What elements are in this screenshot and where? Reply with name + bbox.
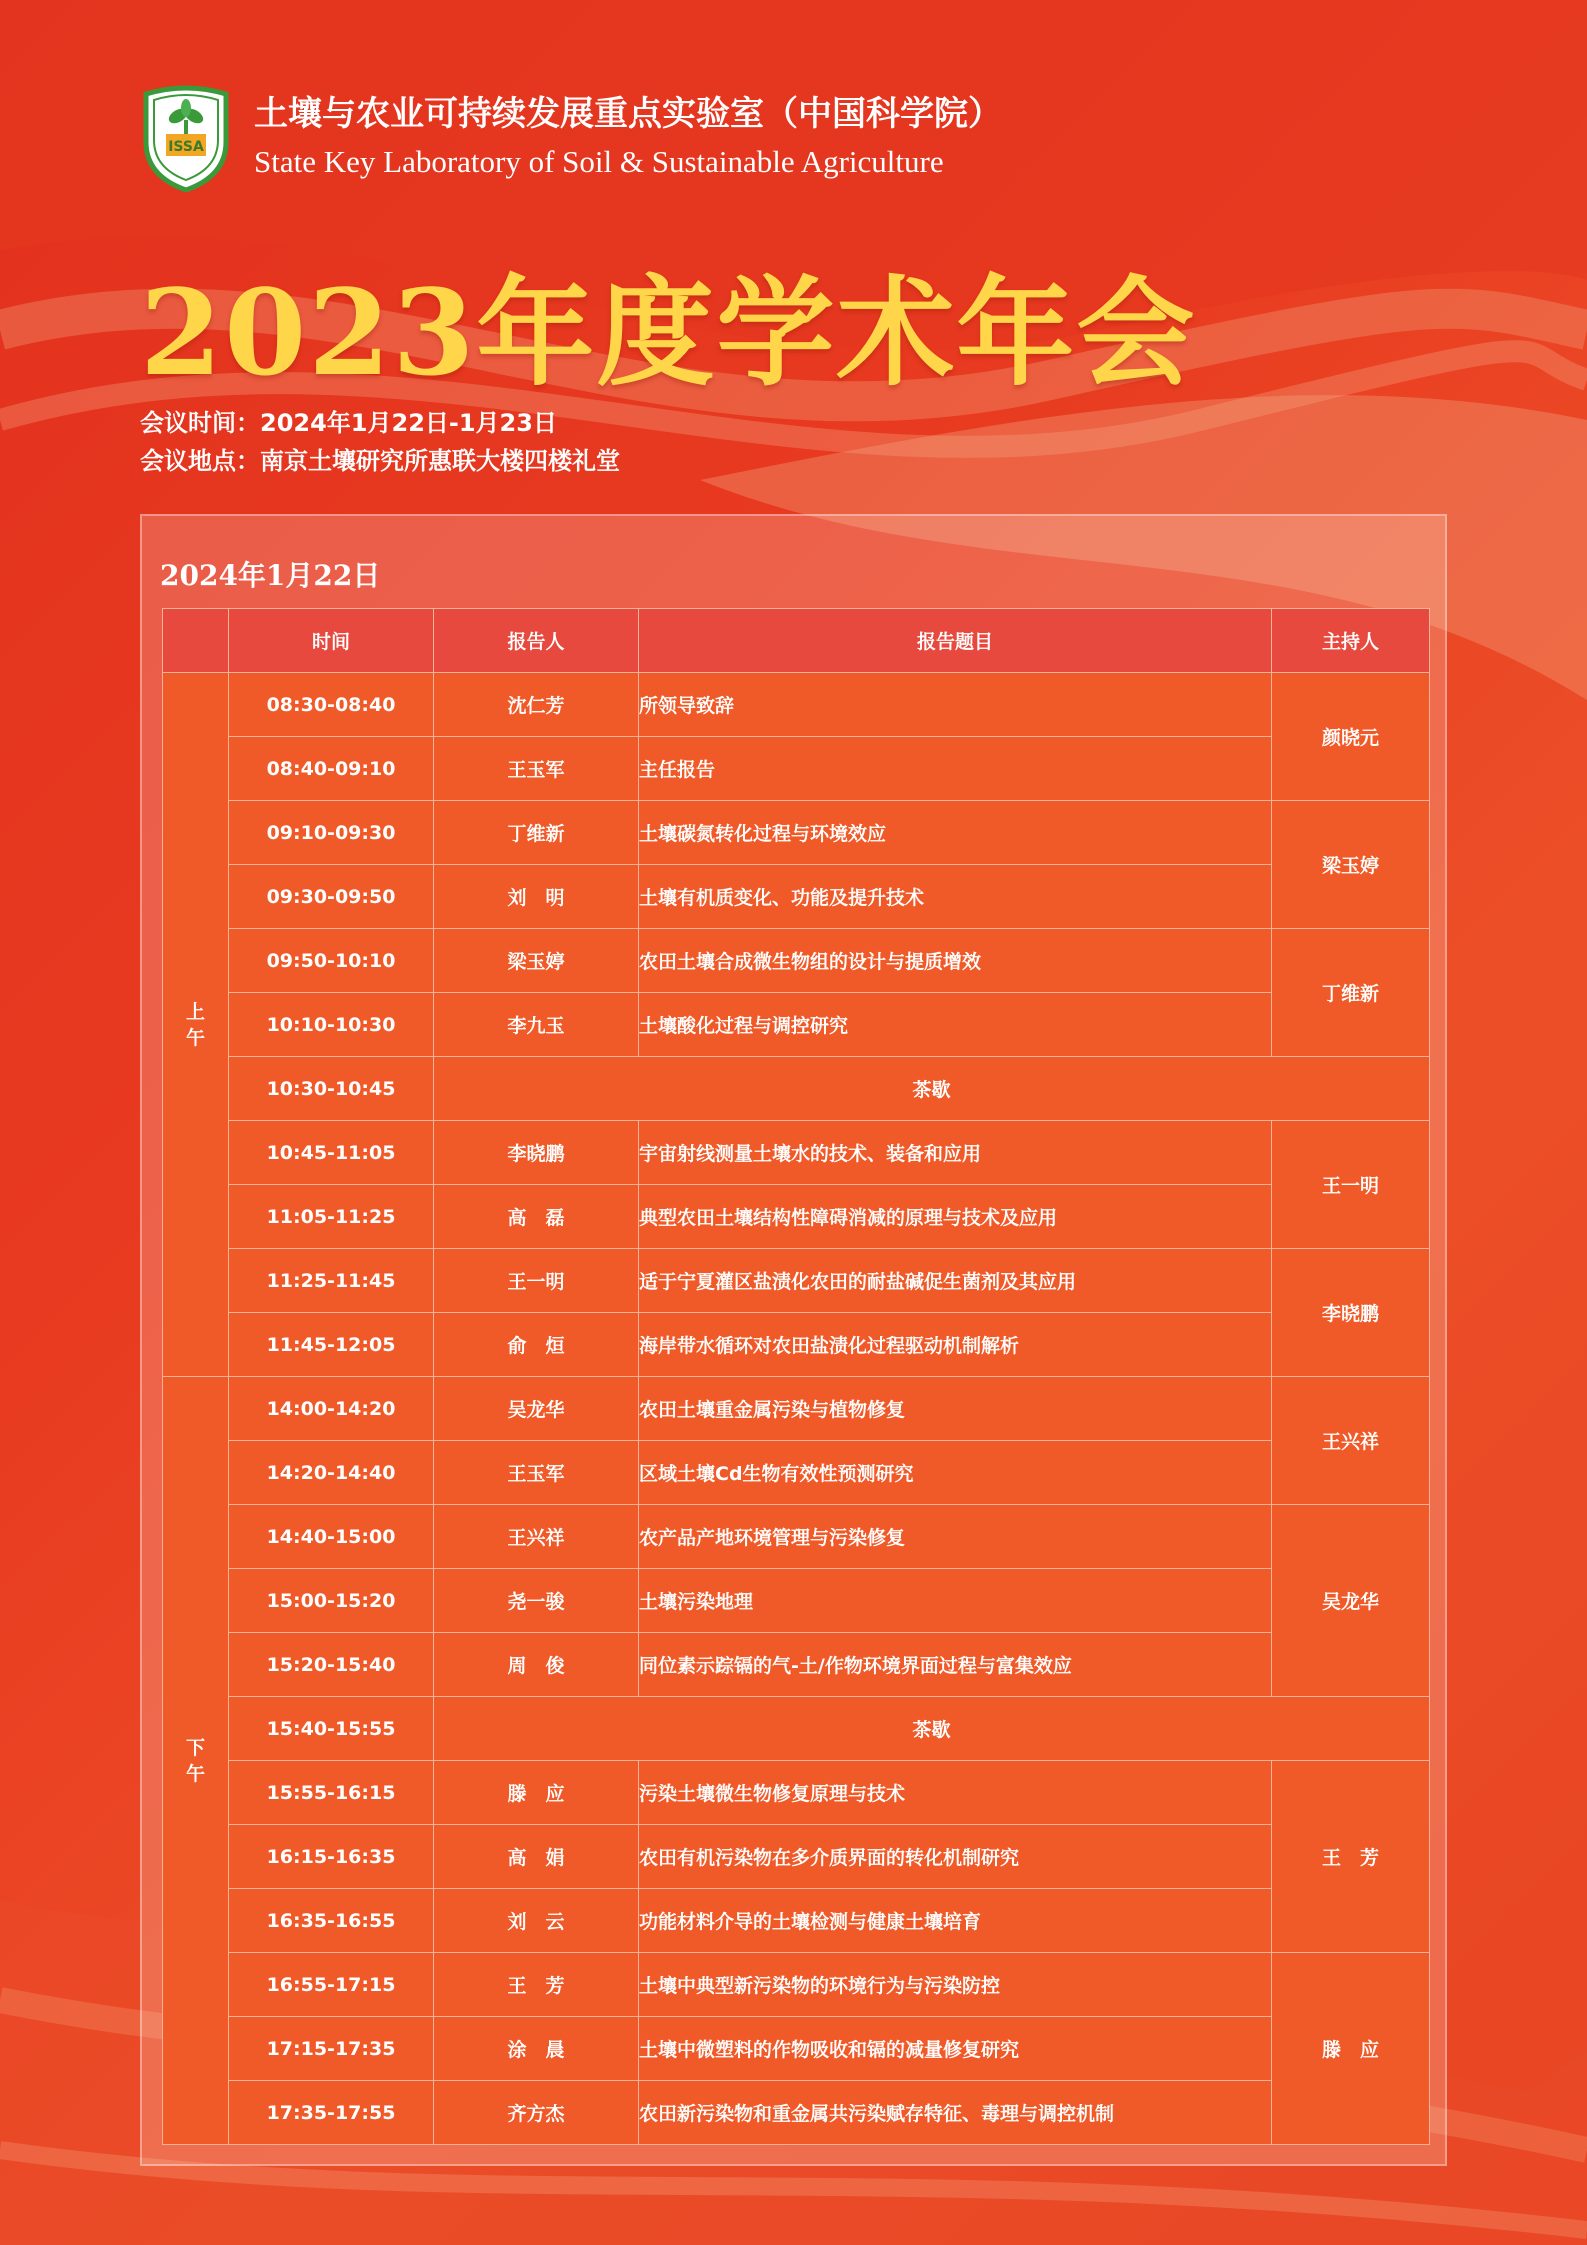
table-row bbox=[163, 801, 1430, 865]
column-header-topic: 报告题目 bbox=[639, 609, 1272, 673]
topic-cell: 海岸带水循环对农田盐渍化过程驱动机制解析 bbox=[639, 1313, 1272, 1377]
lab-name-en: State Key Laboratory of Soil & Sustainable Agriculture bbox=[254, 144, 944, 179]
table-row bbox=[163, 2081, 1430, 2145]
table-row bbox=[163, 1889, 1430, 1953]
svg-text:ISSA: ISSA bbox=[168, 139, 204, 155]
lab-header bbox=[140, 80, 1440, 190]
time-cell: 16:55-17:15 bbox=[229, 1953, 434, 2017]
table-row bbox=[163, 1313, 1430, 1377]
topic-cell: 农田土壤合成微生物组的设计与提质增效 bbox=[639, 929, 1272, 993]
time-cell: 11:45-12:05 bbox=[229, 1313, 434, 1377]
column-header-speaker: 报告人 bbox=[434, 609, 639, 673]
time-cell: 10:10-10:30 bbox=[229, 993, 434, 1057]
speaker-cell: 周 俊 bbox=[434, 1633, 639, 1697]
time-cell: 11:05-11:25 bbox=[229, 1185, 434, 1249]
speaker-cell: 梁玉婷 bbox=[434, 929, 639, 993]
table-header-row bbox=[163, 609, 1430, 673]
speaker-cell: 丁维新 bbox=[434, 801, 639, 865]
speaker-cell: 李晓鹏 bbox=[434, 1121, 639, 1185]
topic-cell: 区域土壤Cd生物有效性预测研究 bbox=[639, 1441, 1272, 1505]
time-cell: 09:50-10:10 bbox=[229, 929, 434, 993]
column-header-host: 主持人 bbox=[1272, 609, 1430, 673]
time-cell: 08:40-09:10 bbox=[229, 737, 434, 801]
table-row bbox=[163, 1505, 1430, 1569]
session-label-text: 上午 bbox=[185, 1000, 205, 1049]
speaker-cell: 滕 应 bbox=[434, 1761, 639, 1825]
meeting-location: 会议地点：南京土壤研究所惠联大楼四楼礼堂 bbox=[140, 447, 620, 475]
break-cell: 茶歇 bbox=[434, 1697, 1430, 1761]
table-row bbox=[163, 1953, 1430, 2017]
speaker-cell: 刘 云 bbox=[434, 1889, 639, 1953]
time-cell: 10:30-10:45 bbox=[229, 1057, 434, 1121]
topic-cell: 土壤碳氮转化过程与环境效应 bbox=[639, 801, 1272, 865]
speaker-cell: 俞 烜 bbox=[434, 1313, 639, 1377]
speaker-cell: 王兴祥 bbox=[434, 1505, 639, 1569]
speaker-cell: 高 磊 bbox=[434, 1185, 639, 1249]
speaker-cell: 齐方杰 bbox=[434, 2081, 639, 2145]
time-cell: 15:55-16:15 bbox=[229, 1761, 434, 1825]
host-cell: 王 芳 bbox=[1272, 1761, 1430, 1953]
time-cell: 09:30-09:50 bbox=[229, 865, 434, 929]
topic-cell: 农田有机污染物在多介质界面的转化机制研究 bbox=[639, 1825, 1272, 1889]
time-cell: 14:40-15:00 bbox=[229, 1505, 434, 1569]
table-row bbox=[163, 1633, 1430, 1697]
topic-cell: 农田新污染物和重金属共污染赋存特征、毒理与调控机制 bbox=[639, 2081, 1272, 2145]
speaker-cell: 李九玉 bbox=[434, 993, 639, 1057]
column-header-session bbox=[163, 609, 229, 673]
column-header-time: 时间 bbox=[229, 609, 434, 673]
time-cell: 10:45-11:05 bbox=[229, 1121, 434, 1185]
speaker-cell: 王 芳 bbox=[434, 1953, 639, 2017]
time-cell: 09:10-09:30 bbox=[229, 801, 434, 865]
table-row bbox=[163, 2017, 1430, 2081]
schedule-panel bbox=[140, 514, 1447, 2166]
time-cell: 17:15-17:35 bbox=[229, 2017, 434, 2081]
topic-cell: 污染土壤微生物修复原理与技术 bbox=[639, 1761, 1272, 1825]
table-row bbox=[163, 865, 1430, 929]
table-row bbox=[163, 1825, 1430, 1889]
break-row bbox=[163, 1057, 1430, 1121]
table-row bbox=[163, 673, 1430, 737]
host-cell: 滕 应 bbox=[1272, 1953, 1430, 2145]
topic-cell: 主任报告 bbox=[639, 737, 1272, 801]
table-row bbox=[163, 993, 1430, 1057]
session-label-afternoon bbox=[163, 1377, 229, 2145]
table-row bbox=[163, 929, 1430, 993]
break-cell: 茶歇 bbox=[434, 1057, 1430, 1121]
host-cell: 王兴祥 bbox=[1272, 1377, 1430, 1505]
time-cell: 15:00-15:20 bbox=[229, 1569, 434, 1633]
speaker-cell: 尧一骏 bbox=[434, 1569, 639, 1633]
time-cell: 16:35-16:55 bbox=[229, 1889, 434, 1953]
speaker-cell: 刘 明 bbox=[434, 865, 639, 929]
lab-logo-icon bbox=[140, 80, 232, 192]
topic-cell: 土壤中典型新污染物的环境行为与污染防控 bbox=[639, 1953, 1272, 2017]
table-row bbox=[163, 1121, 1430, 1185]
topic-cell: 适于宁夏灌区盐渍化农田的耐盐碱促生菌剂及其应用 bbox=[639, 1249, 1272, 1313]
topic-cell: 土壤污染地理 bbox=[639, 1569, 1272, 1633]
host-cell: 梁玉婷 bbox=[1272, 801, 1430, 929]
meeting-time: 会议时间：2024年1月22日-1月23日 bbox=[140, 409, 557, 437]
time-cell: 15:40-15:55 bbox=[229, 1697, 434, 1761]
speaker-cell: 王玉军 bbox=[434, 1441, 639, 1505]
time-cell: 11:25-11:45 bbox=[229, 1249, 434, 1313]
topic-cell: 土壤有机质变化、功能及提升技术 bbox=[639, 865, 1272, 929]
break-row bbox=[163, 1697, 1430, 1761]
speaker-cell: 涂 晨 bbox=[434, 2017, 639, 2081]
time-cell: 15:20-15:40 bbox=[229, 1633, 434, 1697]
session-label-morning bbox=[163, 673, 229, 1377]
lab-name-cn: 土壤与农业可持续发展重点实验室（中国科学院） bbox=[254, 94, 1002, 134]
topic-cell: 典型农田土壤结构性障碍消减的原理与技术及应用 bbox=[639, 1185, 1272, 1249]
topic-cell: 同位素示踪镉的气-土/作物环境界面过程与富集效应 bbox=[639, 1633, 1272, 1697]
topic-cell: 宇宙射线测量土壤水的技术、装备和应用 bbox=[639, 1121, 1272, 1185]
table-row bbox=[163, 1761, 1430, 1825]
time-cell: 08:30-08:40 bbox=[229, 673, 434, 737]
topic-cell: 土壤中微塑料的作物吸收和镉的减量修复研究 bbox=[639, 2017, 1272, 2081]
topic-cell: 所领导致辞 bbox=[639, 673, 1272, 737]
speaker-cell: 高 娟 bbox=[434, 1825, 639, 1889]
page-title: 2023年度学术年会 bbox=[140, 263, 1197, 402]
table-row bbox=[163, 1569, 1430, 1633]
table-row bbox=[163, 1441, 1430, 1505]
table-row bbox=[163, 737, 1430, 801]
time-cell: 14:00-14:20 bbox=[229, 1377, 434, 1441]
topic-cell: 农田土壤重金属污染与植物修复 bbox=[639, 1377, 1272, 1441]
table-row bbox=[163, 1249, 1430, 1313]
topic-cell: 农产品产地环境管理与污染修复 bbox=[639, 1505, 1272, 1569]
table-row bbox=[163, 1377, 1430, 1441]
meeting-info bbox=[140, 404, 620, 480]
speaker-cell: 吴龙华 bbox=[434, 1377, 639, 1441]
topic-cell: 土壤酸化过程与调控研究 bbox=[639, 993, 1272, 1057]
schedule-table bbox=[162, 608, 1430, 2145]
topic-cell: 功能材料介导的土壤检测与健康土壤培育 bbox=[639, 1889, 1272, 1953]
schedule-date: 2024年1月22日 bbox=[160, 559, 381, 592]
host-cell: 吴龙华 bbox=[1272, 1505, 1430, 1697]
time-cell: 14:20-14:40 bbox=[229, 1441, 434, 1505]
time-cell: 17:35-17:55 bbox=[229, 2081, 434, 2145]
host-cell: 王一明 bbox=[1272, 1121, 1430, 1249]
speaker-cell: 王一明 bbox=[434, 1249, 639, 1313]
speaker-cell: 王玉军 bbox=[434, 737, 639, 801]
table-row bbox=[163, 1185, 1430, 1249]
speaker-cell: 沈仁芳 bbox=[434, 673, 639, 737]
host-cell: 李晓鹏 bbox=[1272, 1249, 1430, 1377]
session-label-text: 下午 bbox=[185, 1736, 205, 1785]
time-cell: 16:15-16:35 bbox=[229, 1825, 434, 1889]
host-cell: 丁维新 bbox=[1272, 929, 1430, 1057]
host-cell: 颜晓元 bbox=[1272, 673, 1430, 801]
